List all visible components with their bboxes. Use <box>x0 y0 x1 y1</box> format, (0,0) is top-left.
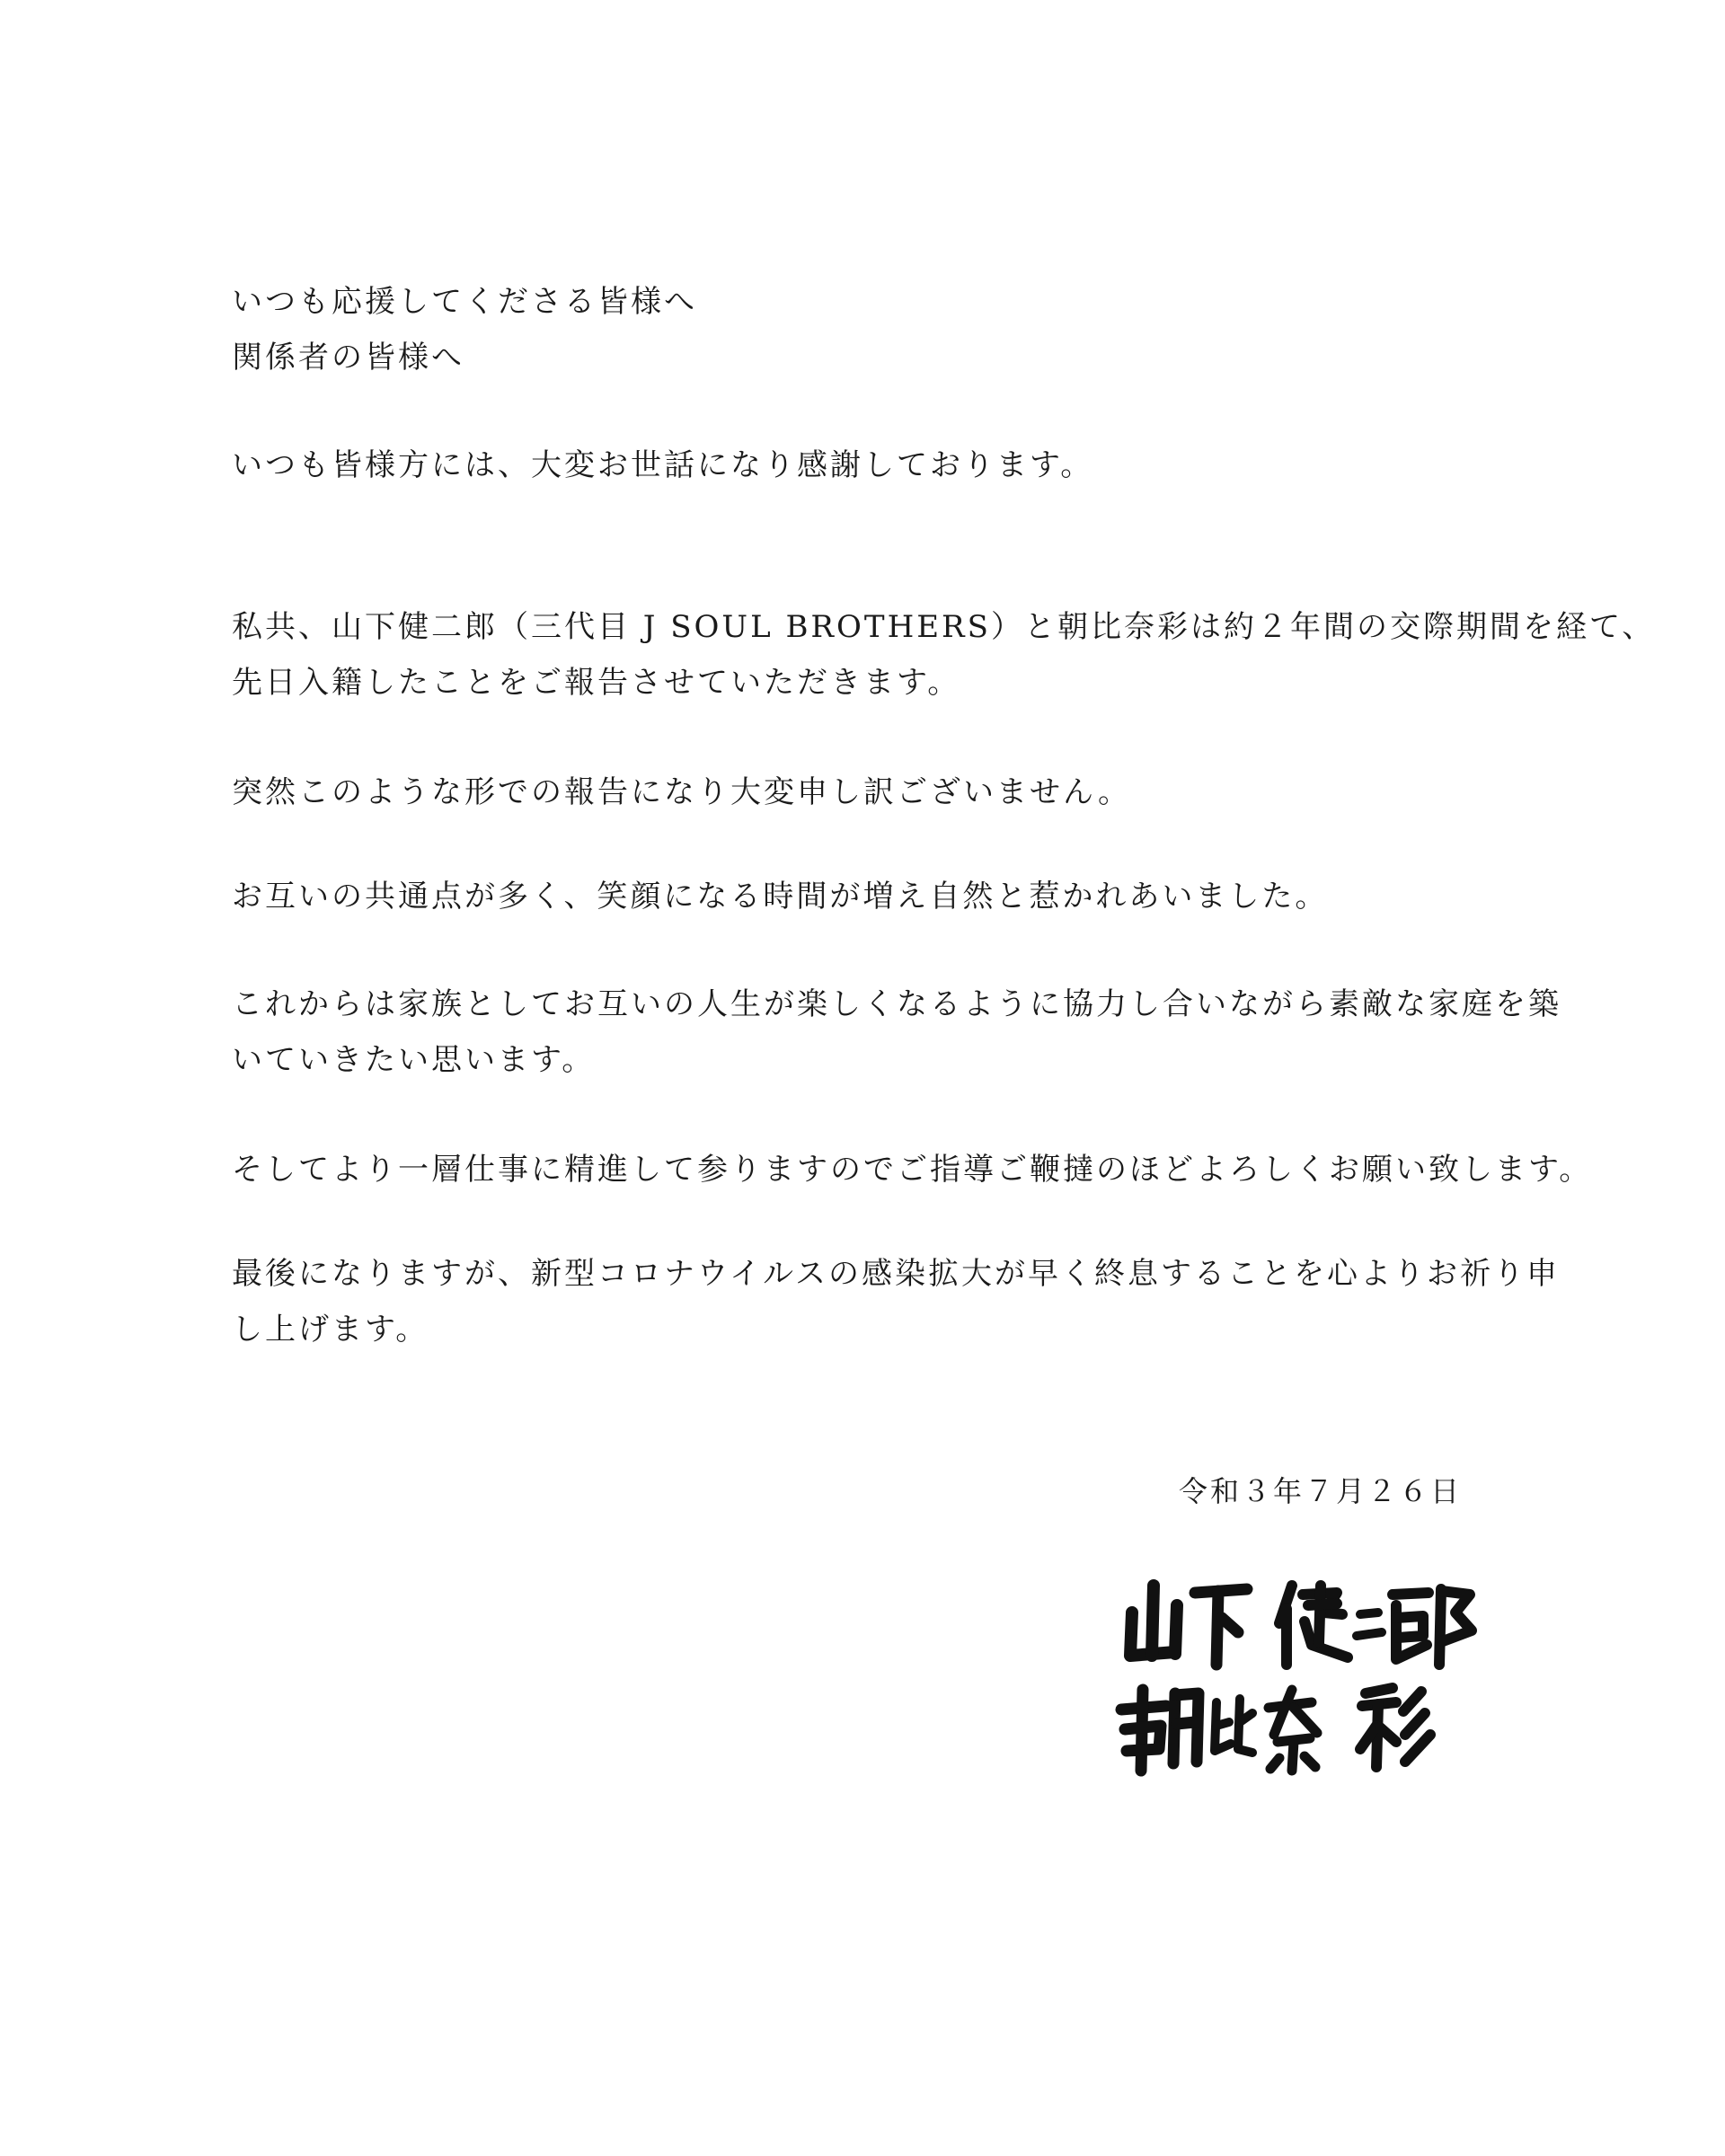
greeting-line: いつも皆様方には、大変お世話になり感謝しております。 <box>232 447 1094 483</box>
paragraph-future-line-1: これからは家族としてお互いの人生が楽しくなるように協力し合いながら素敵な家庭を築 <box>232 986 1561 1022</box>
salutation-stakeholders: 関係者の皆様へ <box>232 340 464 376</box>
paragraph-future-line-2: いていきたい思います。 <box>232 1042 596 1078</box>
signature-stroke-group <box>1130 1586 1177 1656</box>
paragraph-dedication: そしてより一層仕事に精進して参りますのでご指導ご鞭撻のほどよろしくお願い致します。 <box>232 1152 1593 1188</box>
letter-date: 令和３年７月２６日 <box>1179 1474 1463 1508</box>
salutation-supporters: いつも応援してくださる皆様へ <box>232 284 697 320</box>
handwritten-signature <box>1112 1559 1508 1792</box>
paragraph-apology: 突然このような形での報告になり大変申し訳ございません。 <box>232 774 1132 810</box>
paragraph-attraction: お互いの共通点が多く、笑顔になる時間が増え自然と惹かれあいました。 <box>232 879 1329 915</box>
paragraph-closing-line-1: 最後になりますが、新型コロナウイルスの感染拡大が早く終息することを心よりお祈り申 <box>232 1256 1560 1292</box>
paragraph-announcement-line-2: 先日入籍したことをご報告させていただきます。 <box>232 665 961 701</box>
paragraph-announcement-line-1: 私共、山下健二郎（三代目 J SOUL BROTHERS）と朝比奈彩は約２年間の交際期間を経て、 <box>232 609 1656 645</box>
paragraph-closing-line-2: し上げます。 <box>232 1312 429 1348</box>
